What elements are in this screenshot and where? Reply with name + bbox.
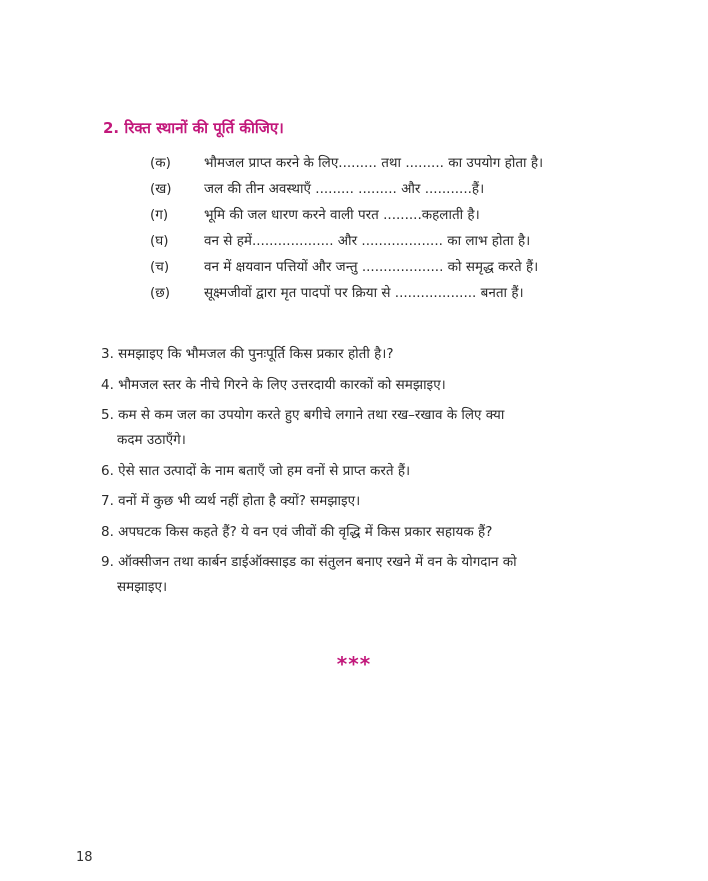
item-text: भूमि की जल धारण करने वाली परत .........कहलाती है। bbox=[204, 207, 480, 223]
fill-blank-item bbox=[150, 280, 610, 306]
item-text: जल की तीन अवस्थाएँ ......... ......... और ...........हैं। bbox=[204, 181, 485, 197]
question-item bbox=[101, 520, 601, 545]
question-text: 6. ऐसे सात उत्पादों के नाम बताएँ जो हम वनों से प्राप्त करते हैं। bbox=[101, 462, 411, 479]
question-item bbox=[101, 403, 601, 453]
item-marker: (ग) bbox=[150, 207, 169, 223]
question-text: 7. वनों में कुछ भी व्यर्थ नहीं होता है क्यों? समझाइए। bbox=[101, 493, 361, 509]
question-item bbox=[101, 489, 601, 514]
item-text: सूक्ष्मजीवों द्वारा मृत पादपों पर क्रिया से ................... बनता हैं। bbox=[204, 285, 524, 301]
question-continuation: कदम उठाएँगे। bbox=[117, 432, 186, 448]
question-item bbox=[101, 459, 601, 484]
fill-blank-item bbox=[150, 176, 610, 202]
item-marker: (छ) bbox=[150, 285, 170, 301]
question-item bbox=[101, 373, 601, 398]
fill-blank-item bbox=[150, 228, 610, 254]
question-text: 5. कम से कम जल का उपयोग करते हुए बगीचे लगाने तथा रख–रखाव के लिए क्या bbox=[101, 407, 505, 423]
question-text: 9. ऑक्सीजन तथा कार्बन डाईऑक्साइड का संतुलन बनाए रखने में वन के योगदान को bbox=[101, 554, 517, 570]
item-text: भौमजल प्राप्त करने के लिए......... तथा ......... का उपयोग होता है। bbox=[204, 155, 544, 171]
fill-blank-item bbox=[150, 202, 610, 228]
end-of-section-marker: *** bbox=[336, 652, 372, 676]
question-continuation: समझाइए। bbox=[117, 579, 168, 595]
question-text: 3. समझाइए कि भौमजल की पुनःपूर्ति किस प्रकार होती है।? bbox=[101, 346, 394, 362]
page-number: 18 bbox=[76, 850, 93, 865]
fill-blank-item bbox=[150, 254, 610, 280]
fill-in-blanks-list bbox=[150, 150, 610, 306]
item-marker: (ख) bbox=[150, 181, 172, 197]
question-item bbox=[101, 342, 601, 367]
question-text: 8. अपघटक किस कहते हैं? ये वन एवं जीवों की वृद्धि में किस प्रकार सहायक हैं? bbox=[101, 523, 493, 540]
fill-blank-item bbox=[150, 150, 610, 176]
item-text: वन से हमें................... और ................... का लाभ होता है। bbox=[204, 233, 531, 249]
question-item bbox=[101, 550, 601, 600]
item-text: वन में क्षयवान पत्तियों और जन्तु ................... को समृद्ध करते हैं। bbox=[204, 259, 539, 275]
section-heading: 2. रिक्त स्थानों की पूर्ति कीजिए। bbox=[103, 119, 284, 137]
question-list bbox=[101, 342, 601, 606]
item-marker: (च) bbox=[150, 259, 170, 275]
item-marker: (घ) bbox=[150, 233, 169, 249]
item-marker: (क) bbox=[150, 155, 171, 171]
question-text: 4. भौमजल स्तर के नीचे गिरने के लिए उत्तरदायी कारकों को समझाइए। bbox=[101, 376, 446, 393]
